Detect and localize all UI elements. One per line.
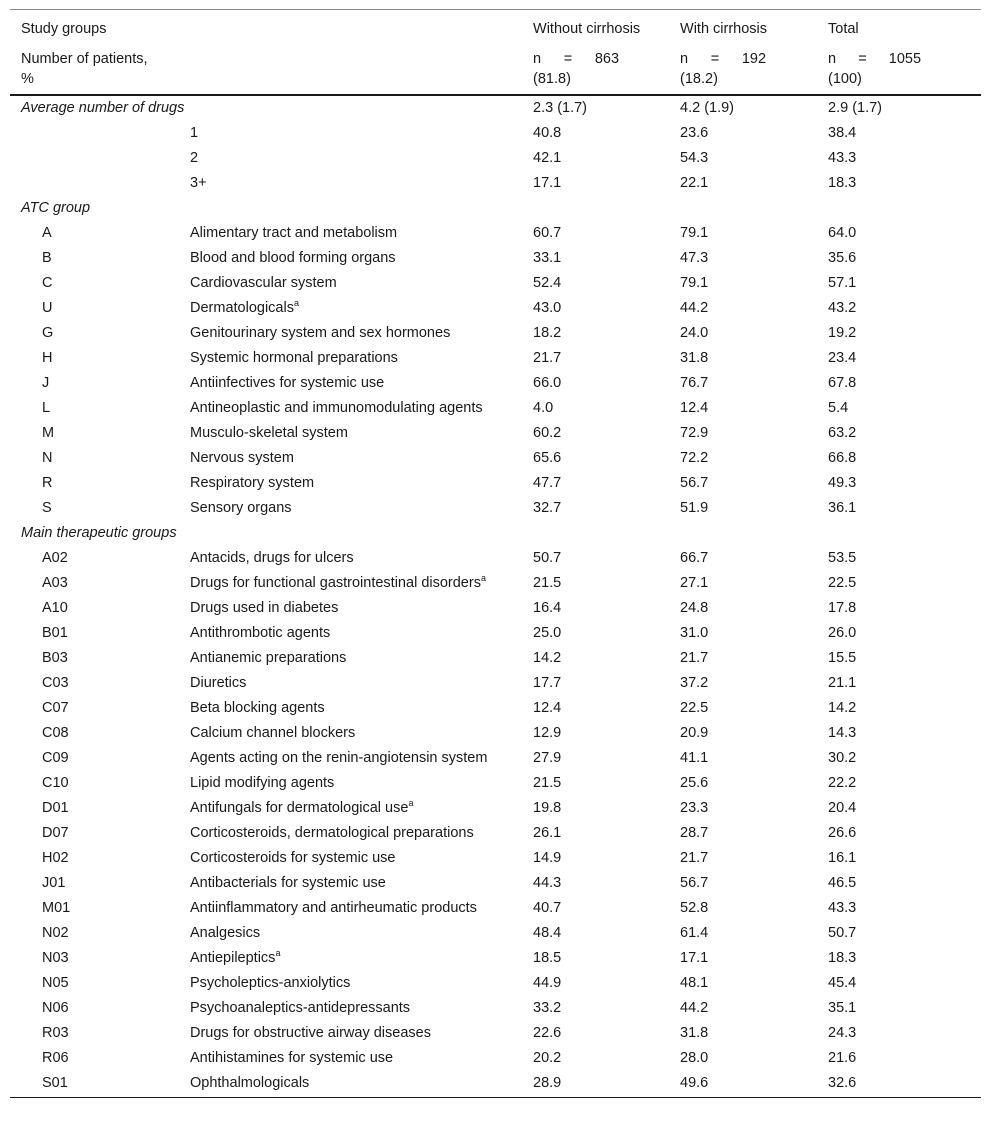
with-cirrhosis-header: With cirrhosis xyxy=(680,10,828,45)
value-total: 26.6 xyxy=(828,825,857,841)
value-with-cirrhosis: 51.9 xyxy=(680,500,709,516)
value-with-cirrhosis: 79.1 xyxy=(680,225,709,241)
value-without-cirrhosis: 47.7 xyxy=(533,475,562,491)
group-code: D07 xyxy=(42,825,69,841)
footnote-marker: a xyxy=(275,948,281,958)
value-with-cirrhosis: 22.5 xyxy=(680,700,709,716)
therapeutic-group-table-row xyxy=(10,771,981,796)
group-description xyxy=(190,771,533,796)
description-text: Genitourinary system and sex hormones xyxy=(190,325,451,341)
description-text: Antianemic preparations xyxy=(190,650,347,666)
value-with-cirrhosis: 21.7 xyxy=(680,850,709,866)
value-with-cirrhosis: 12.4 xyxy=(680,400,709,416)
value-without-cirrhosis: 14.9 xyxy=(533,850,562,866)
n-symbol: n xyxy=(828,51,837,67)
equals-sign: = xyxy=(563,51,573,67)
therapeutic-group-table-row xyxy=(10,821,981,846)
group-description xyxy=(190,746,533,771)
group-code: U xyxy=(42,300,53,316)
value-without-cirrhosis: 66.0 xyxy=(533,375,562,391)
group-code: A03 xyxy=(42,575,68,591)
value-without-cirrhosis: 18.2 xyxy=(533,325,562,341)
study-groups-header: Study groups xyxy=(10,10,533,45)
value-without-cirrhosis: 44.3 xyxy=(533,875,562,891)
drug-count-label: 1 xyxy=(190,125,199,141)
value-without-cirrhosis: 60.7 xyxy=(533,225,562,241)
drug-count-row xyxy=(10,121,981,146)
description-text: Cardiovascular system xyxy=(190,275,337,291)
value-with-cirrhosis: 44.2 xyxy=(680,1000,709,1016)
value-without-cirrhosis: 40.7 xyxy=(533,900,562,916)
value-total: 66.8 xyxy=(828,450,857,466)
avg-drugs-row xyxy=(10,95,981,121)
value-without-cirrhosis: 44.9 xyxy=(533,975,562,991)
group-code: D01 xyxy=(42,800,69,816)
value-total: 21.6 xyxy=(828,1050,857,1066)
group-code: B01 xyxy=(42,625,68,641)
drug-count-row xyxy=(10,146,981,171)
description-text: Antibacterials for systemic use xyxy=(190,875,386,891)
value-total: 45.4 xyxy=(828,975,857,991)
avg-drugs-with: 4.2 (1.9) xyxy=(680,100,735,116)
description-text: Respiratory system xyxy=(190,475,315,491)
group-code: R03 xyxy=(42,1025,69,1041)
drug-count-label: 2 xyxy=(190,150,199,166)
description-text: Agents acting on the renin-angiotensin system xyxy=(190,750,488,766)
value-with-cirrhosis: 48.1 xyxy=(680,975,709,991)
avg-drugs-without: 2.3 (1.7) xyxy=(533,100,588,116)
value-without-cirrhosis: 12.4 xyxy=(533,700,562,716)
value-total: 22.5 xyxy=(828,575,857,591)
value-with-cirrhosis: 23.3 xyxy=(680,800,709,816)
equals-sign: = xyxy=(858,51,867,67)
group-code: C08 xyxy=(42,725,69,741)
group-code: N05 xyxy=(42,975,69,991)
total-n xyxy=(828,44,981,95)
value-without-cirrhosis: 40.8 xyxy=(533,125,562,141)
equals-sign: = xyxy=(710,51,720,67)
therapeutic-group-table-row xyxy=(10,1046,981,1071)
group-code: C xyxy=(42,275,53,291)
value-without-cirrhosis: 19.8 xyxy=(533,800,562,816)
therapeutic-group-table-row xyxy=(10,621,981,646)
with-cirrhosis-pct: (18.2) xyxy=(680,71,718,87)
group-code: C07 xyxy=(42,700,69,716)
group-description xyxy=(190,721,533,746)
group-description xyxy=(190,871,533,896)
therapeutic-group-table-row xyxy=(10,746,981,771)
without-cirrhosis-n xyxy=(533,44,680,95)
value-without-cirrhosis: 21.7 xyxy=(533,350,562,366)
value-total: 30.2 xyxy=(828,750,857,766)
value-with-cirrhosis: 27.1 xyxy=(680,575,709,591)
group-description xyxy=(190,446,533,471)
group-code: M01 xyxy=(42,900,71,916)
value-with-cirrhosis: 41.1 xyxy=(680,750,709,766)
atc-group-table-row xyxy=(10,396,981,421)
group-description xyxy=(190,821,533,846)
value-total: 35.1 xyxy=(828,1000,857,1016)
group-code: B xyxy=(42,250,52,266)
value-with-cirrhosis: 56.7 xyxy=(680,875,709,891)
value-total: 22.2 xyxy=(828,775,857,791)
group-description xyxy=(190,1046,533,1071)
avg-drugs-total: 2.9 (1.7) xyxy=(828,100,883,116)
group-description xyxy=(190,946,533,971)
value-with-cirrhosis: 37.2 xyxy=(680,675,709,691)
description-text: Antifungals for dermatological use xyxy=(190,800,409,816)
drug-use-table-container xyxy=(10,9,981,1098)
atc-group-table-row xyxy=(10,496,981,521)
therapeutic-group-table-row xyxy=(10,721,981,746)
description-text: Antacids, drugs for ulcers xyxy=(190,550,354,566)
total-pct: (100) xyxy=(828,71,862,87)
description-text: Blood and blood forming organs xyxy=(190,250,396,266)
description-text: Drugs used in diabetes xyxy=(190,600,339,616)
therapeutic-group-table-row xyxy=(10,796,981,821)
description-text: Psychoanaleptics-antidepressants xyxy=(190,1000,411,1016)
group-code: C10 xyxy=(42,775,69,791)
n-value: 192 xyxy=(741,51,767,67)
description-text: Antithrombotic agents xyxy=(190,625,331,641)
group-code: G xyxy=(42,325,54,341)
group-code: R xyxy=(42,475,53,491)
group-code: A xyxy=(42,225,52,241)
value-total: 20.4 xyxy=(828,800,857,816)
description-text: Musculo-skeletal system xyxy=(190,425,348,441)
value-with-cirrhosis: 49.6 xyxy=(680,1071,828,1098)
therapeutic-group-table-row xyxy=(10,871,981,896)
group-code: R06 xyxy=(42,1050,69,1066)
group-code: C09 xyxy=(42,750,69,766)
value-with-cirrhosis: 22.1 xyxy=(680,175,709,191)
value-total: 17.8 xyxy=(828,600,857,616)
group-code: M xyxy=(42,425,55,441)
value-total: 32.6 xyxy=(828,1071,981,1098)
group-description xyxy=(190,546,533,571)
n-value: 863 xyxy=(594,51,620,67)
therapeutic-group-row xyxy=(10,521,981,546)
group-description xyxy=(190,271,533,296)
footnote-marker: a xyxy=(480,573,486,583)
description-text: Analgesics xyxy=(190,925,261,941)
value-without-cirrhosis: 22.6 xyxy=(533,1025,562,1041)
group-code: B03 xyxy=(42,650,68,666)
therapeutic-group-table-row xyxy=(10,1021,981,1046)
group-description xyxy=(190,1071,533,1098)
therapeutic-group-table-row xyxy=(10,896,981,921)
value-total: 18.3 xyxy=(828,175,857,191)
n-symbol: n xyxy=(680,51,689,67)
group-description xyxy=(190,796,533,821)
value-without-cirrhosis: 42.1 xyxy=(533,150,562,166)
description-text: Nervous system xyxy=(190,450,294,466)
value-with-cirrhosis: 56.7 xyxy=(680,475,709,491)
group-description xyxy=(190,396,533,421)
description-text: Corticosteroids for systemic use xyxy=(190,850,396,866)
group-code: J01 xyxy=(42,875,66,891)
atc-group-table-row xyxy=(10,371,981,396)
description-text: Dermatologicals xyxy=(190,300,294,316)
therapeutic-group-table-row xyxy=(10,646,981,671)
value-without-cirrhosis: 48.4 xyxy=(533,925,562,941)
value-with-cirrhosis: 21.7 xyxy=(680,650,709,666)
value-without-cirrhosis: 4.0 xyxy=(533,400,554,416)
group-description xyxy=(190,996,533,1021)
group-description xyxy=(190,421,533,446)
value-total: 14.3 xyxy=(828,725,857,741)
therapeutic-group-table-row xyxy=(10,921,981,946)
group-description xyxy=(190,696,533,721)
value-with-cirrhosis: 44.2 xyxy=(680,300,709,316)
value-without-cirrhosis: 28.9 xyxy=(533,1071,680,1098)
group-description xyxy=(190,846,533,871)
value-with-cirrhosis: 28.7 xyxy=(680,825,709,841)
group-code: A10 xyxy=(42,600,68,616)
value-total: 43.3 xyxy=(828,150,857,166)
value-with-cirrhosis: 72.9 xyxy=(680,425,709,441)
value-total: 50.7 xyxy=(828,925,857,941)
with-cirrhosis-n xyxy=(680,44,828,95)
value-without-cirrhosis: 21.5 xyxy=(533,775,562,791)
group-code: S01 xyxy=(10,1071,190,1098)
value-without-cirrhosis: 50.7 xyxy=(533,550,562,566)
value-total: 64.0 xyxy=(828,225,857,241)
description-text: Calcium channel blockers xyxy=(190,725,356,741)
patients-label-line1: Number of patients, xyxy=(21,51,148,67)
description-text: Corticosteroids, dermatological preparations xyxy=(190,825,474,841)
atc-group-table-row xyxy=(10,421,981,446)
value-with-cirrhosis: 61.4 xyxy=(680,925,709,941)
without-cirrhosis-header: Without cirrhosis xyxy=(533,10,680,45)
value-total: 21.1 xyxy=(828,675,857,691)
description-text: Antiinflammatory and antirheumatic products xyxy=(190,900,477,916)
group-code: A02 xyxy=(42,550,68,566)
therapeutic-group-table-row xyxy=(10,571,981,596)
value-with-cirrhosis: 79.1 xyxy=(680,275,709,291)
drug-count-label: 3+ xyxy=(190,175,207,191)
group-code: L xyxy=(42,400,51,416)
atc-group-table-row xyxy=(10,246,981,271)
value-without-cirrhosis: 60.2 xyxy=(533,425,562,441)
value-total: 63.2 xyxy=(828,425,857,441)
group-description xyxy=(190,621,533,646)
description-text: Antiinfectives for systemic use xyxy=(190,375,385,391)
value-total: 23.4 xyxy=(828,350,857,366)
value-with-cirrhosis: 17.1 xyxy=(680,950,709,966)
n-symbol: n xyxy=(533,51,542,67)
group-code: H02 xyxy=(42,850,69,866)
group-code: N06 xyxy=(42,1000,69,1016)
without-cirrhosis-pct: (81.8) xyxy=(533,71,571,87)
footnote-marker: a xyxy=(293,298,299,308)
value-total: 19.2 xyxy=(828,325,857,341)
value-without-cirrhosis: 32.7 xyxy=(533,500,562,516)
blank-cell xyxy=(10,121,190,146)
therapeutic-group-table-row xyxy=(10,596,981,621)
value-with-cirrhosis: 31.8 xyxy=(680,350,709,366)
value-with-cirrhosis: 54.3 xyxy=(680,150,709,166)
value-total: 26.0 xyxy=(828,625,857,641)
value-total: 57.1 xyxy=(828,275,857,291)
value-without-cirrhosis: 17.1 xyxy=(533,175,562,191)
group-description xyxy=(190,496,533,521)
atc-group-table-row xyxy=(10,471,981,496)
description-text: Antihistamines for systemic use xyxy=(190,1050,394,1066)
group-description xyxy=(190,246,533,271)
value-with-cirrhosis: 31.0 xyxy=(680,625,709,641)
value-total: 53.5 xyxy=(828,550,857,566)
value-without-cirrhosis: 43.0 xyxy=(533,300,562,316)
value-without-cirrhosis: 18.5 xyxy=(533,950,562,966)
group-code: N03 xyxy=(42,950,69,966)
description-text: Alimentary tract and metabolism xyxy=(190,225,398,241)
value-with-cirrhosis: 24.0 xyxy=(680,325,709,341)
group-description xyxy=(190,471,533,496)
value-without-cirrhosis: 17.7 xyxy=(533,675,562,691)
group-description xyxy=(190,346,533,371)
therapeutic-group-table-row xyxy=(10,696,981,721)
value-total: 5.4 xyxy=(828,400,849,416)
value-total: 38.4 xyxy=(828,125,857,141)
value-without-cirrhosis: 33.2 xyxy=(533,1000,562,1016)
atc-group-table-row xyxy=(10,296,981,321)
blank-cell xyxy=(10,171,190,196)
description-text: Drugs for functional gastrointestinal disorders xyxy=(190,575,481,591)
group-description xyxy=(190,921,533,946)
description-text: Diuretics xyxy=(190,675,247,691)
value-total: 15.5 xyxy=(828,650,857,666)
value-without-cirrhosis: 16.4 xyxy=(533,600,562,616)
value-total: 16.1 xyxy=(828,850,857,866)
group-code: S xyxy=(42,500,52,516)
value-with-cirrhosis: 72.2 xyxy=(680,450,709,466)
value-total: 46.5 xyxy=(828,875,857,891)
value-without-cirrhosis: 65.6 xyxy=(533,450,562,466)
group-description xyxy=(190,971,533,996)
therapeutic-group-table-row xyxy=(10,996,981,1021)
group-description xyxy=(190,596,533,621)
value-total: 18.3 xyxy=(828,950,857,966)
atc-group-table-row xyxy=(10,346,981,371)
value-total: 36.1 xyxy=(828,500,857,516)
group-description xyxy=(190,221,533,246)
value-with-cirrhosis: 52.8 xyxy=(680,900,709,916)
value-with-cirrhosis: 24.8 xyxy=(680,600,709,616)
therapeutic-group-label: Main therapeutic groups xyxy=(21,525,177,541)
therapeutic-group-table-row xyxy=(10,946,981,971)
description-text: Antineoplastic and immunomodulating agents xyxy=(190,400,483,416)
value-without-cirrhosis: 25.0 xyxy=(533,625,562,641)
value-with-cirrhosis: 20.9 xyxy=(680,725,709,741)
drug-count-row xyxy=(10,171,981,196)
value-with-cirrhosis: 47.3 xyxy=(680,250,709,266)
value-with-cirrhosis: 76.7 xyxy=(680,375,709,391)
value-total: 43.2 xyxy=(828,300,857,316)
value-with-cirrhosis: 66.7 xyxy=(680,550,709,566)
value-with-cirrhosis: 23.6 xyxy=(680,125,709,141)
patients-label-line2: % xyxy=(21,71,34,87)
value-without-cirrhosis: 12.9 xyxy=(533,725,562,741)
group-description xyxy=(190,896,533,921)
header-row xyxy=(10,10,981,45)
therapeutic-group-table-row xyxy=(10,671,981,696)
group-description xyxy=(190,671,533,696)
blank-cell xyxy=(10,146,190,171)
group-code: C03 xyxy=(42,675,69,691)
value-with-cirrhosis: 31.8 xyxy=(680,1025,709,1041)
value-without-cirrhosis: 20.2 xyxy=(533,1050,562,1066)
group-description xyxy=(190,646,533,671)
atc-group-table-row xyxy=(10,446,981,471)
footnote-marker: a xyxy=(408,798,414,808)
group-code: N02 xyxy=(42,925,69,941)
value-total: 14.2 xyxy=(828,700,857,716)
group-description xyxy=(190,371,533,396)
avg-drugs-label: Average number of drugs xyxy=(21,100,185,116)
patients-row xyxy=(10,44,981,95)
therapeutic-group-table-row xyxy=(10,971,981,996)
description-text: Lipid modifying agents xyxy=(190,775,335,791)
value-without-cirrhosis: 21.5 xyxy=(533,575,562,591)
group-description xyxy=(190,571,533,596)
value-without-cirrhosis: 26.1 xyxy=(533,825,562,841)
value-without-cirrhosis: 33.1 xyxy=(533,250,562,266)
description-text: Psycholeptics-anxiolytics xyxy=(190,975,351,991)
description-text: Beta blocking agents xyxy=(190,700,325,716)
total-header: Total xyxy=(828,10,981,45)
value-with-cirrhosis: 25.6 xyxy=(680,775,709,791)
description-text: Sensory organs xyxy=(190,500,292,516)
group-code: J xyxy=(42,375,50,391)
value-without-cirrhosis: 14.2 xyxy=(533,650,562,666)
value-total: 49.3 xyxy=(828,475,857,491)
description-text: Drugs for obstructive airway diseases xyxy=(190,1025,431,1041)
group-code: N xyxy=(42,450,53,466)
value-without-cirrhosis: 27.9 xyxy=(533,750,562,766)
atc-group-row xyxy=(10,196,981,221)
value-total: 24.3 xyxy=(828,1025,857,1041)
atc-group-table-row xyxy=(10,271,981,296)
atc-group-table-row xyxy=(10,321,981,346)
value-without-cirrhosis: 52.4 xyxy=(533,275,562,291)
group-code: H xyxy=(42,350,53,366)
value-with-cirrhosis: 28.0 xyxy=(680,1050,709,1066)
description-text: Systemic hormonal preparations xyxy=(190,350,398,366)
atc-group-table-row xyxy=(10,221,981,246)
patients-label xyxy=(10,44,533,95)
value-total: 43.3 xyxy=(828,900,857,916)
atc-group-label: ATC group xyxy=(21,200,91,216)
drug-use-table xyxy=(10,9,981,1098)
n-value: 1055 xyxy=(888,51,922,67)
therapeutic-group-table-row xyxy=(10,846,981,871)
value-total: 67.8 xyxy=(828,375,857,391)
value-total: 35.6 xyxy=(828,250,857,266)
therapeutic-group-table-row xyxy=(10,546,981,571)
description-text: Ophthalmologicals xyxy=(190,1075,310,1091)
group-description xyxy=(190,296,533,321)
therapeutic-group-table-row xyxy=(10,1071,981,1098)
description-text: Antiepileptics xyxy=(190,950,276,966)
table-body xyxy=(10,95,981,1098)
group-description xyxy=(190,1021,533,1046)
group-description xyxy=(190,321,533,346)
